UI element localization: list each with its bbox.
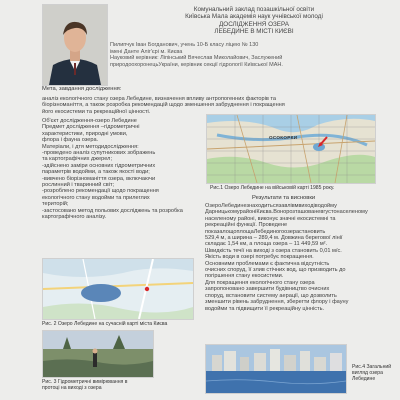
- results-heading: Результати та висновки: [252, 195, 316, 201]
- author-line: Пилипчук Іван Богданович, учень 10-Б класу ліцею № 130: [110, 42, 259, 48]
- map-place-label: ОСОКОРКИ: [269, 135, 298, 140]
- goal-heading: Мета, завдання дослідження:: [42, 86, 122, 92]
- poster-title-line-2: ЛЕБЕДИНЕ В МІСТІ КИЄВІ: [214, 28, 294, 36]
- poster-header: [110, 6, 398, 36]
- result-line: рекреаційні функції. Проведене: [205, 222, 288, 229]
- result-line: 529,4 м, а ширина – 289,4 м. Довжина берегової лінії: [205, 235, 343, 242]
- military-map-1985: [206, 114, 376, 184]
- lake-view-photo: [205, 344, 347, 394]
- lake-scene: [206, 345, 346, 393]
- fig3-caption-line: протоці на виході з озера: [42, 385, 102, 391]
- fig2-caption: Рис. 2 Озеро Лебедине на сучасній карті міста Києва: [42, 321, 168, 327]
- author-photo: [42, 4, 108, 86]
- result-line: водойми та підвищити її рекреаційну цінність.: [205, 305, 325, 312]
- object-line: Об'єкт дослідження-озеро Лебедине: [42, 118, 137, 124]
- method-line: екологічного стану водойми та прилеглих: [42, 194, 150, 201]
- result-line: запропоновано завершити будівництво очисних: [205, 286, 330, 293]
- academy-name: Київська Мала академія наук учнівської молоді: [185, 13, 323, 21]
- result-line: споруд, встановити систему аерації, що дозволить: [205, 292, 337, 299]
- result-line: складає 1,54 км, а площа озера – 11 449,59 м².: [205, 241, 328, 248]
- method-line: параметрів водойми, а також якості води;: [42, 169, 150, 176]
- materials-line: Матеріали, і дтя методидослідження:: [42, 143, 139, 150]
- method-line: -застосовано метод польових досліджень та розробка: [42, 207, 183, 214]
- fig3-caption-line: Рис. 3 Гідрометричні вимірювання в: [42, 379, 128, 385]
- goal-line: біорізноманіття, а також розробка рекомендацій щодо зменшення забруднення і покращення: [42, 102, 285, 109]
- school-line: імені Данте Аліг'єрі м. Києва: [110, 48, 183, 55]
- fig4-caption-line: Лебедине: [352, 376, 376, 382]
- modern-city-map: [42, 258, 194, 320]
- result-line: зменшити рівень забруднення, зберегти флору і фауну: [205, 299, 349, 306]
- result-line: очисних споруд, її злив стічних вод, що призводить до: [205, 267, 346, 274]
- methods-text: [42, 118, 192, 221]
- subject-line: характеристики, природні умови,: [42, 130, 128, 137]
- result-line: показалощоплощаЛебединогоозерастановить: [205, 228, 326, 235]
- fig1-caption: Рис.1 Озеро Лебедине на військовій карті 1985 року.: [210, 185, 335, 191]
- fig4-caption-line: вигляд озера: [352, 370, 383, 376]
- method-line: картографічного аналізу.: [42, 214, 107, 221]
- map-illustration: [207, 115, 375, 183]
- result-line: Швидкість течії на виході з озера становить 0,01 м/с.: [205, 247, 342, 254]
- result-line: ОзероЛебединезнаходитьсязавлівмвиходіводойму: [205, 203, 337, 209]
- lake-shape: [81, 284, 121, 302]
- result-line: Якість води в озері потребує покращення.: [205, 254, 314, 261]
- method-line: територій;: [42, 201, 69, 208]
- goal-line: аналіз екологічного стану озера Лебедине, визначення впливу антропогенних факторів та: [42, 96, 277, 102]
- goal-text: [42, 96, 378, 115]
- subject-line: Предмет дослідження –гідрометричні: [42, 124, 140, 131]
- institution-name: Комунальний заклад позашкільної освіти: [193, 6, 315, 13]
- modern-map-illustration: [43, 259, 193, 319]
- result-line: населеному районі, виконує значні екосистемні та: [205, 215, 336, 222]
- supervisor-role-line: природоохоронецьУкраїни, керівник секції гідрології Київської МАН.: [110, 61, 283, 68]
- fig4-caption: [352, 364, 391, 382]
- result-line: Основними проблемами є фактична відсутність: [205, 260, 330, 267]
- fig4-caption-line: Рис.4 Загальний: [352, 364, 392, 370]
- result-line: Для покращення екологічного стану озера: [205, 279, 315, 286]
- result-line: ДарницькомурайоніКиєва.Вонорозташованевгустонаселеному: [205, 209, 368, 216]
- measurement-scene: [43, 331, 153, 377]
- method-line: рослинний і тваринний світ;: [42, 182, 115, 189]
- method-line: -вивчено біорізноманіття озера, включаючи: [42, 175, 156, 182]
- poster-title-line-1: ДОСЛІДЖЕННЯ ОЗЕРА: [219, 20, 289, 28]
- method-line: -розроблено рекомендації щодо покращення: [42, 188, 159, 195]
- method-line: та картографічних джерел;: [42, 156, 113, 163]
- fig3-caption: [42, 379, 127, 391]
- subject-line: флора і фауна озера.: [42, 137, 99, 144]
- method-line: -здійснено заміри основних гідрометричних: [42, 162, 156, 169]
- person-portrait: [43, 5, 107, 85]
- results-text: [205, 203, 385, 312]
- goal-line: його екосистеми та рекреаційної цінності.: [42, 108, 151, 115]
- author-info: [110, 42, 398, 68]
- supervisor-line: Науковий керівник: Ліпінський Вячеслав Миколайович, Заслужений: [110, 55, 283, 61]
- result-line: погіршення стану екосистеми.: [205, 273, 284, 280]
- method-line: -проведено аналіз супутникових зображень: [42, 150, 156, 157]
- measurement-photo: [42, 330, 154, 378]
